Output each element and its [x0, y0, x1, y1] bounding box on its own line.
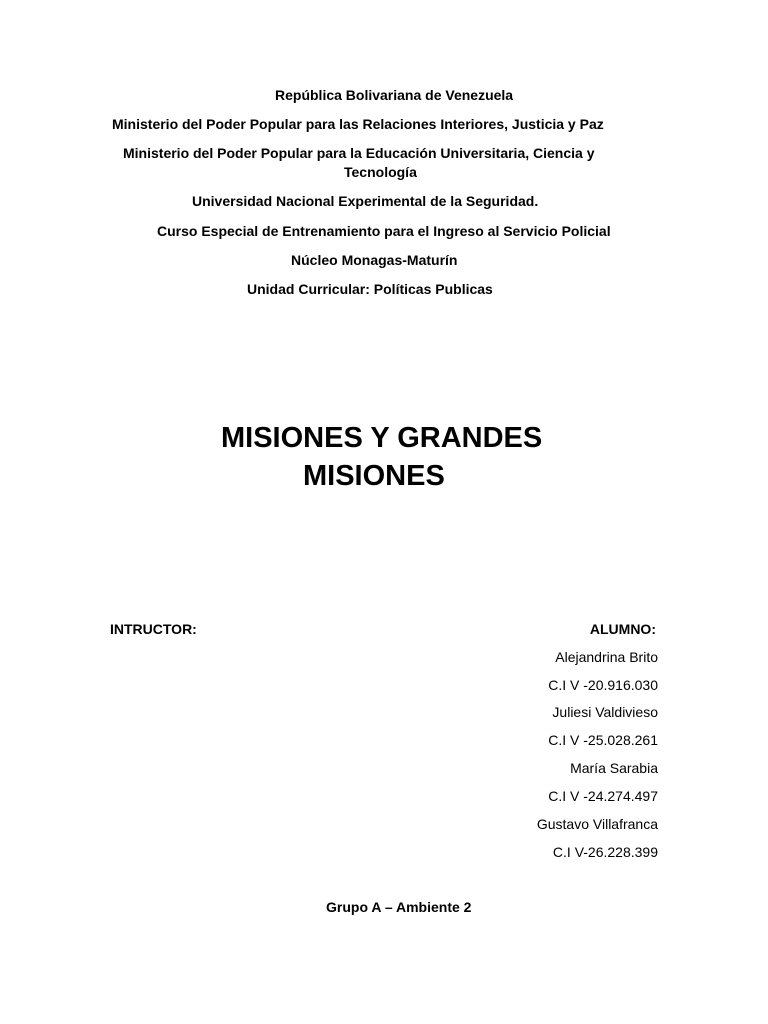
student-name-4: Gustavo Villafranca: [536, 816, 658, 832]
student-name-3: María Sarabia: [570, 760, 658, 776]
student-ci-1: C.I V -20.916.030: [548, 677, 658, 693]
header-nucleus: Núcleo Monagas-Maturín: [291, 252, 458, 268]
student-ci-2: C.I V -25.028.261: [548, 732, 658, 748]
student-name-2: Juliesi Valdivieso: [552, 704, 658, 720]
group-label: Grupo A – Ambiente 2: [326, 899, 472, 915]
instructor-label: INTRUCTOR:: [110, 621, 197, 637]
alumno-label: ALUMNO:: [589, 621, 656, 637]
header-ministry-education: Ministerio del Poder Popular para la Educación Universitaria, Ciencia y: [123, 145, 595, 161]
student-ci-3: C.I V -24.274.497: [548, 788, 658, 804]
student-ci-4: C.I V-26.228.399: [552, 844, 658, 860]
header-curricular-unit: Unidad Curricular: Políticas Publicas: [247, 281, 493, 297]
header-ministry-education-cont: Tecnología: [344, 164, 417, 180]
header-republic: República Bolivariana de Venezuela: [275, 87, 514, 103]
header-ministry-interior: Ministerio del Poder Popular para las Relaciones Interiores, Justicia y Paz: [112, 116, 604, 132]
document-title-line1: MISIONES Y GRANDES: [221, 422, 543, 454]
header-university: Universidad Nacional Experimental de la Seguridad.: [192, 193, 539, 209]
header-course: Curso Especial de Entrenamiento para el Ingreso al Servicio Policial: [157, 223, 611, 239]
document-title-line2: MISIONES: [303, 460, 445, 492]
student-name-1: Alejandrina Brito: [555, 649, 658, 665]
